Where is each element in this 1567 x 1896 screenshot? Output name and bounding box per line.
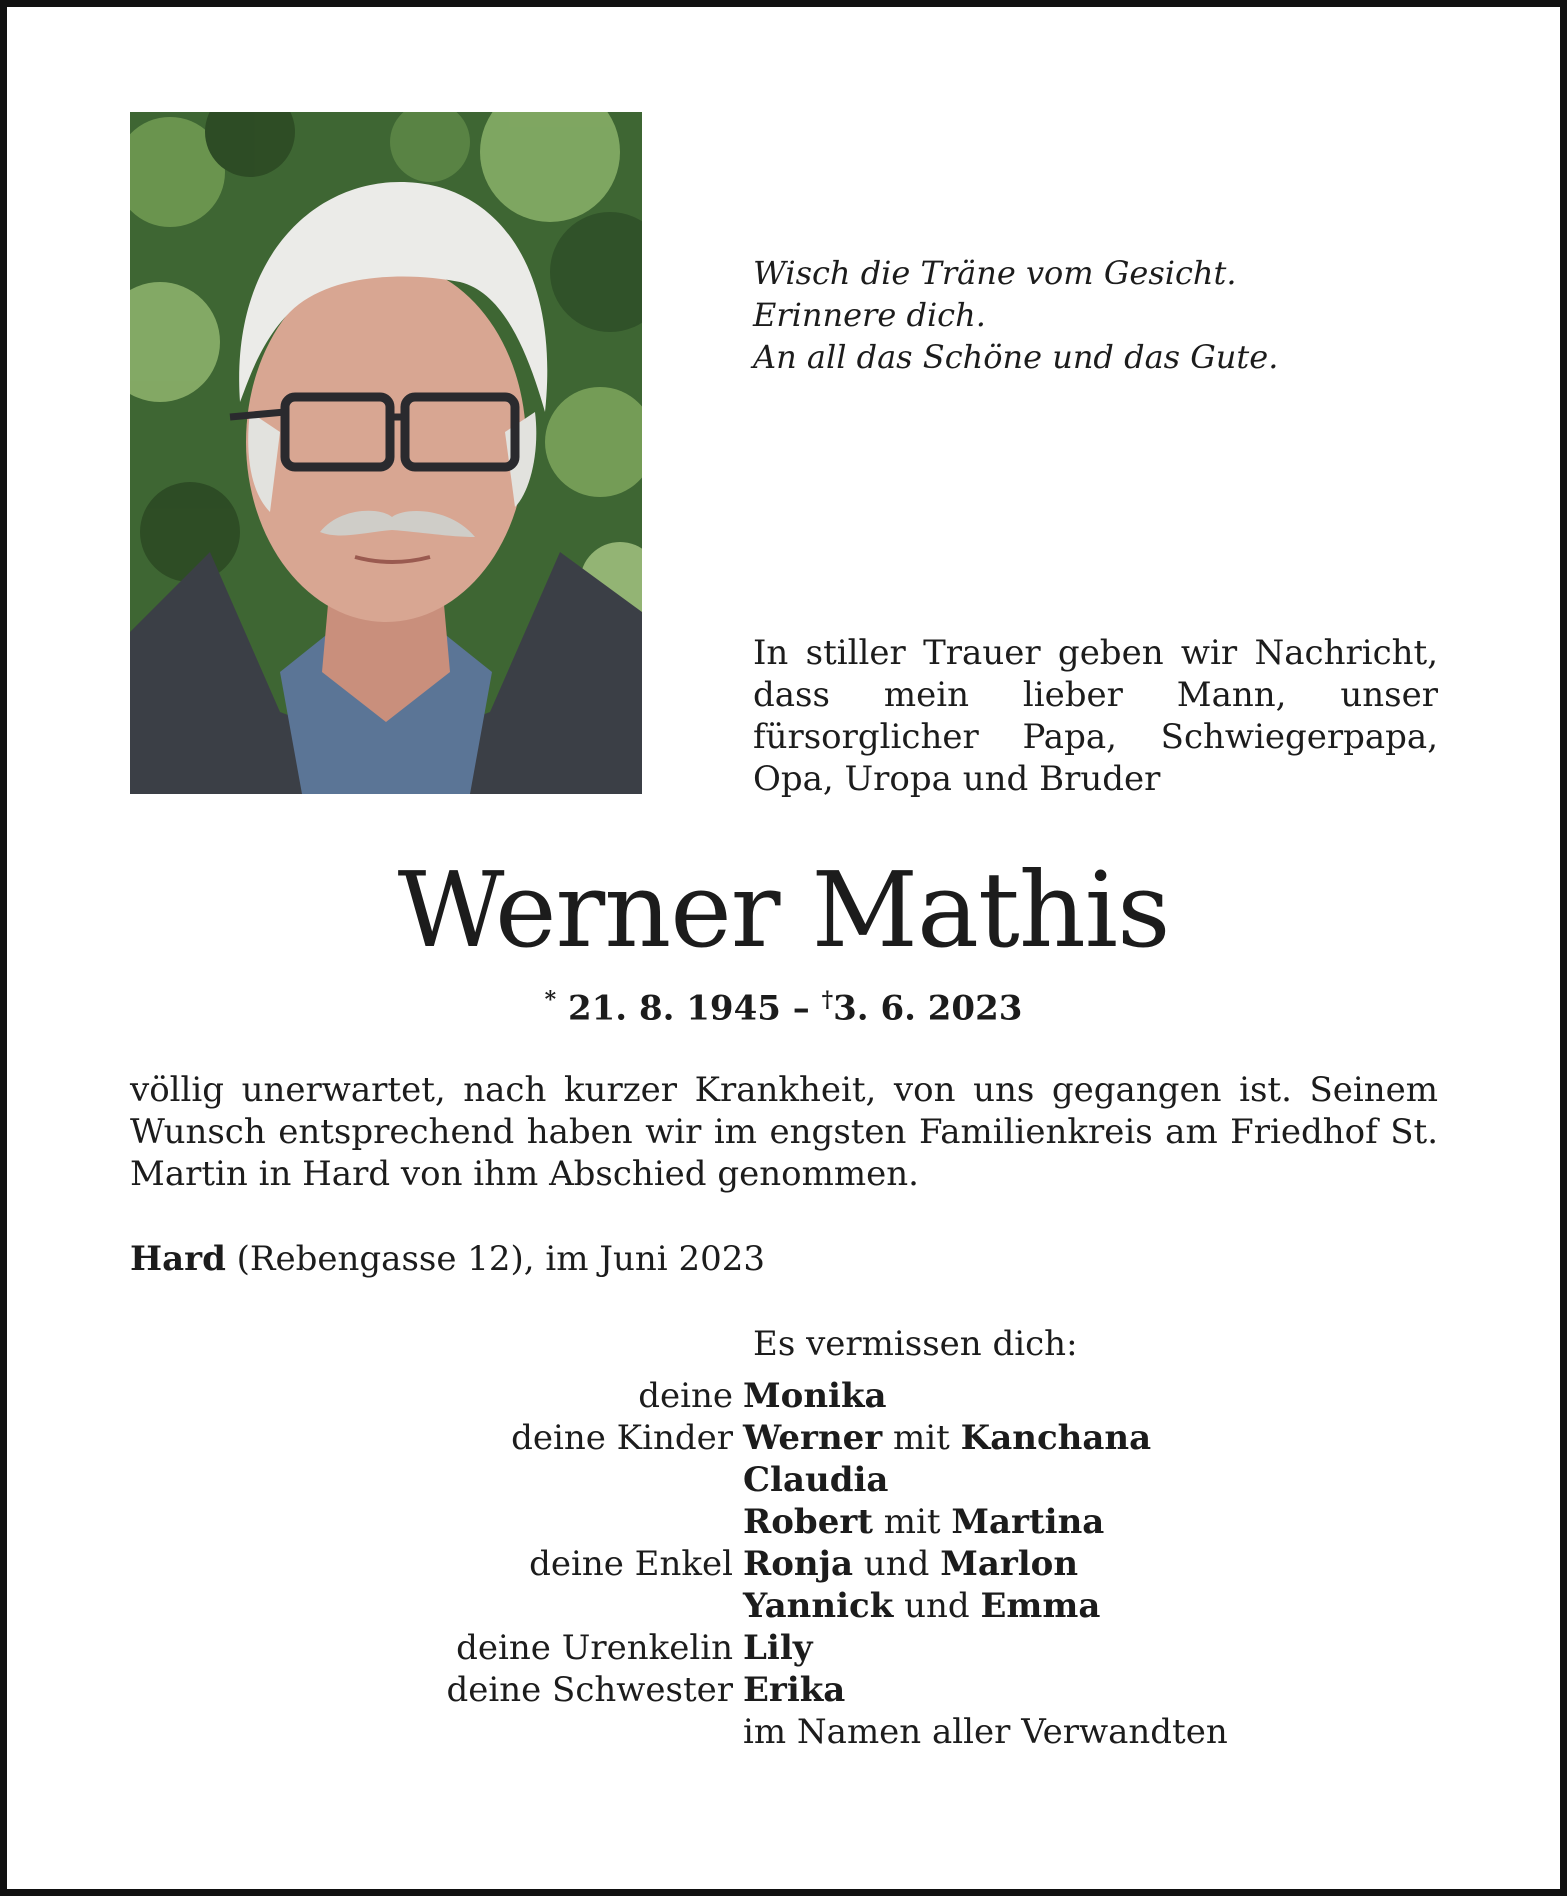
- place-and-date: [130, 1238, 1130, 1280]
- poem-line: An all das Schöne und das Gute.: [753, 338, 1279, 376]
- mourner-row: [300, 1669, 1450, 1711]
- mourner-name: Yannick: [743, 1586, 894, 1626]
- mourner-joiner: und: [853, 1544, 941, 1584]
- mourner-relation: deine Schwester: [446, 1670, 733, 1710]
- mourner-name: Kanchana: [960, 1418, 1152, 1458]
- mourner-name: Martina: [951, 1502, 1105, 1542]
- mourner-joiner: und: [893, 1586, 981, 1626]
- mourner-row: [300, 1459, 1450, 1501]
- poem-line: Erinnere dich.: [753, 296, 986, 334]
- mourner-row: [300, 1375, 1450, 1417]
- mourner-row: [300, 1585, 1450, 1627]
- announcement-intro: In stiller Trauer geben wir Nachricht, dass mein lieber Mann, unser fürsorglicher Papa, Schwiegerpapa, Opa, Uropa und Bruder: [753, 633, 1438, 799]
- mourner-relation: [300, 1585, 743, 1627]
- mourner-row: [300, 1711, 1450, 1753]
- deceased-name: Werner Mathis: [397, 849, 1170, 971]
- mourner-name: Lily: [743, 1628, 813, 1668]
- mourner-row: [300, 1501, 1450, 1543]
- poem: [753, 252, 1453, 378]
- birth-symbol: *: [544, 987, 557, 1013]
- mourner-name: Robert: [743, 1502, 873, 1542]
- mourner-name: Emma: [980, 1586, 1101, 1626]
- poem-line: Wisch die Träne vom Gesicht.: [753, 254, 1237, 292]
- mourner-joiner: mit: [872, 1502, 952, 1542]
- mourner-row: [300, 1627, 1450, 1669]
- mourner-relation: deine Urenkelin: [456, 1628, 733, 1668]
- mourner-name: Marlon: [940, 1544, 1079, 1584]
- mourner-relation: deine Kinder: [511, 1418, 733, 1458]
- mourner-relation: deine Enkel: [529, 1544, 733, 1584]
- birth-date: 21. 8. 1945: [567, 988, 781, 1029]
- mourner-name: Werner: [743, 1418, 883, 1458]
- mourner-name: Erika: [743, 1670, 846, 1710]
- portrait-photo: [130, 112, 642, 794]
- mourner-relation: deine: [638, 1376, 733, 1416]
- death-symbol: †: [821, 987, 834, 1013]
- mourner-row: [300, 1543, 1450, 1585]
- mourners-list: [300, 1375, 1450, 1753]
- mourner-joiner: mit: [882, 1418, 961, 1458]
- mourner-name: Monika: [743, 1376, 887, 1416]
- life-dates: [0, 978, 1567, 1030]
- mourner-relation: [300, 1459, 743, 1501]
- mourners-heading: Es vermissen dich:: [753, 1324, 1078, 1364]
- place-details: (Rebengasse 12), im Juni 2023: [225, 1239, 765, 1279]
- mourner-name: Ronja: [743, 1544, 853, 1584]
- mourners-closing: im Namen aller Verwandten: [743, 1712, 1228, 1752]
- announcement-body: völlig unerwartet, nach kurzer Krankheit, von uns gegangen ist. Seinem Wunsch entsprechend haben wir im engsten Familienkreis am Friedhof St. Martin in Hard von ihm Abschied genommen.: [130, 1070, 1438, 1194]
- mourner-relation: [300, 1501, 743, 1543]
- date-separator: –: [792, 988, 810, 1029]
- mourner-name: Claudia: [743, 1460, 889, 1500]
- place-town: Hard: [130, 1239, 226, 1279]
- mourner-row: [300, 1417, 1450, 1459]
- death-date: 3. 6. 2023: [833, 988, 1023, 1029]
